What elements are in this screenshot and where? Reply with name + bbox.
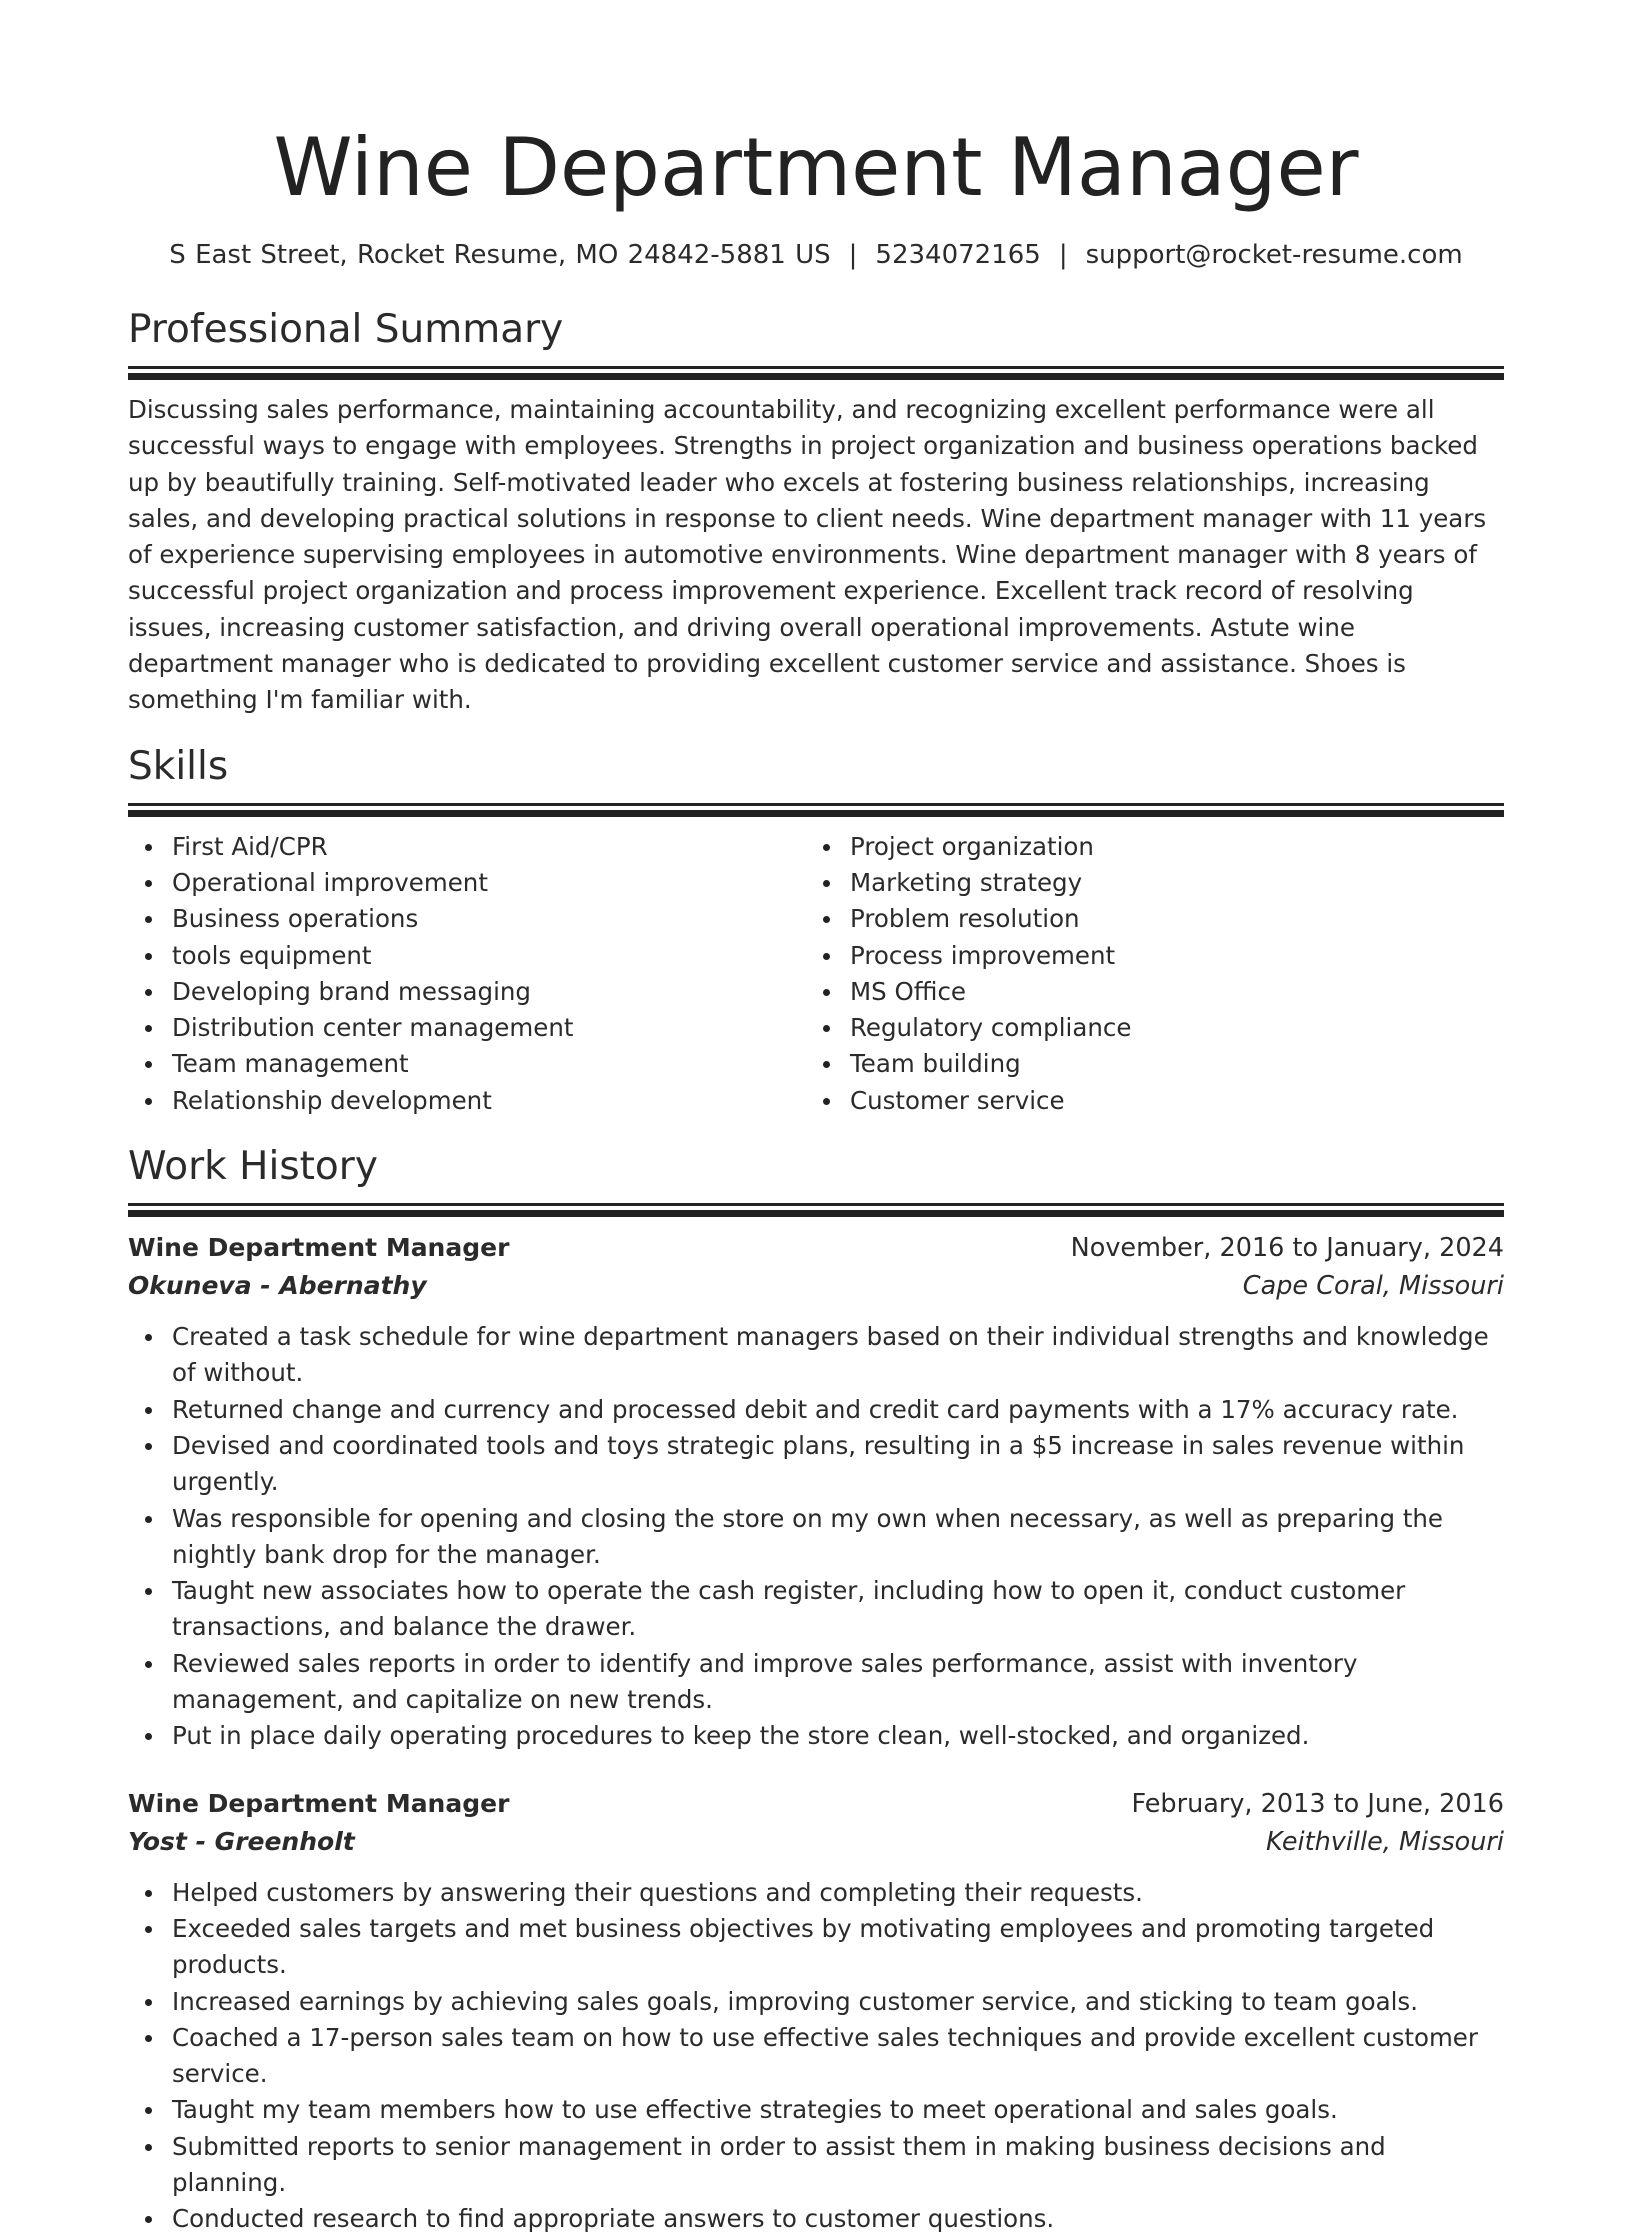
skill-item: Problem resolution <box>850 901 1484 937</box>
job-bullet: Put in place daily operating procedures to keep the store clean, well-stocked, and organized. <box>172 1718 1504 1754</box>
contact-phone: 5234072165 <box>875 240 1041 270</box>
contact-line <box>128 238 1504 272</box>
job-bullet: Helped customers by answering their questions and completing their requests. <box>172 1875 1504 1911</box>
job-bullet: Submitted reports to senior management in order to assist them in making business decisions and planning. <box>172 2129 1504 2202</box>
job-location: Cape Coral, Missouri <box>1242 1271 1504 1302</box>
job-entry <box>128 1229 1504 1755</box>
contact-address: S East Street, Rocket Resume, MO 24842-5881 US <box>169 240 831 270</box>
job-bullet: Taught my team members how to use effective strategies to meet operational and sales goals. <box>172 2092 1504 2128</box>
job-entry <box>128 1785 1504 2238</box>
skills-section <box>128 741 1504 1119</box>
skill-item: Project organization <box>850 829 1484 865</box>
skill-item: tools equipment <box>172 938 806 974</box>
section-divider-thick <box>128 373 1504 380</box>
job-company: Okuneva - Abernathy <box>128 1271 427 1301</box>
contact-separator: | <box>848 240 858 270</box>
skill-item: Developing brand messaging <box>172 974 806 1010</box>
job-company-row <box>128 1823 1504 1861</box>
job-header-row <box>128 1229 1504 1267</box>
summary-text: Discussing sales performance, maintaining accountability, and recognizing excellent performance were all successful ways to engage with employees. Strengths in project organization and business operations backed up by beautifully training. Self-motivated leader who excels at fostering business relationships, increasing sales, and developing practical solutions in response to client needs. Wine department manager with 11 years of experience supervising employees in automotive environments. Wine department manager with 8 years of successful project organization and process improvement experience. Excellent track record of resolving issues, increasing customer satisfaction, and driving overall operational improvements. Astute wine department manager who is dedicated to providing excellent customer service and assistance. Shoes is something I'm familiar with. <box>128 395 1487 715</box>
contact-email: support@rocket-resume.com <box>1085 240 1463 270</box>
section-divider <box>128 1203 1504 1206</box>
job-dates: February, 2013 to June, 2016 <box>1131 1788 1504 1819</box>
skills-grid <box>128 829 1504 1119</box>
skill-item: Team management <box>172 1046 806 1082</box>
section-divider-thick <box>128 1210 1504 1217</box>
job-bullet: Exceeded sales targets and met business objectives by motivating employees and promoting targeted products. <box>172 1911 1504 1984</box>
skill-item: Business operations <box>172 901 806 937</box>
job-bullet: Was responsible for opening and closing the store on my own when necessary, as well as preparing the nightly bank drop for the manager. <box>172 1501 1504 1574</box>
job-company: Yost - Greenholt <box>128 1826 355 1856</box>
section-title-work-history: Work History <box>128 1144 378 1190</box>
job-location: Keithville, Missouri <box>1266 1826 1504 1857</box>
job-bullet: Conducted research to find appropriate answers to customer questions. <box>172 2201 1504 2237</box>
job-company-row <box>128 1267 1504 1305</box>
job-bullet-list <box>128 1875 1504 2238</box>
skill-item: First Aid/CPR <box>172 829 806 865</box>
skill-item: Regulatory compliance <box>850 1010 1484 1046</box>
job-bullet: Reviewed sales reports in order to identify and improve sales performance, assist with inventory management, and capitalize on new trends. <box>172 1646 1504 1719</box>
section-title-summary: Professional Summary <box>128 307 564 352</box>
skill-item: Operational improvement <box>172 865 806 901</box>
skill-item: MS Office <box>850 974 1484 1010</box>
skills-list-right <box>806 829 1484 1119</box>
section-divider <box>128 366 1504 369</box>
skill-item: Distribution center management <box>172 1010 806 1046</box>
resume-page <box>128 0 1504 2238</box>
section-divider-thick <box>128 810 1504 817</box>
job-title: Wine Department Manager <box>128 1233 510 1263</box>
skill-item: Team building <box>850 1046 1484 1082</box>
skill-item: Process improvement <box>850 938 1484 974</box>
section-title-skills: Skills <box>128 743 229 789</box>
skill-item: Customer service <box>850 1083 1484 1119</box>
section-divider <box>128 803 1504 806</box>
contact-separator: | <box>1058 240 1068 270</box>
job-bullet-list <box>128 1319 1504 1755</box>
job-header-row <box>128 1785 1504 1823</box>
professional-summary-section <box>128 304 1504 719</box>
job-title: Wine Department Manager <box>128 1788 510 1818</box>
job-bullet: Returned change and currency and processed debit and credit card payments with a 17% accuracy rate. <box>172 1392 1504 1428</box>
job-bullet: Coached a 17-person sales team on how to use effective sales techniques and provide excellent customer service. <box>172 2020 1504 2093</box>
skill-item: Marketing strategy <box>850 865 1484 901</box>
skills-list-left <box>128 829 806 1119</box>
job-bullet: Created a task schedule for wine department managers based on their individual strengths and knowledge of without. <box>172 1319 1504 1392</box>
work-history-section <box>128 1141 1504 2238</box>
job-bullet: Devised and coordinated tools and toys strategic plans, resulting in a $5 increase in sales revenue within urgently. <box>172 1428 1504 1501</box>
job-bullet: Increased earnings by achieving sales goals, improving customer service, and sticking to team goals. <box>172 1984 1504 2020</box>
job-bullet: Taught new associates how to operate the cash register, including how to open it, conduct customer transactions, and balance the drawer. <box>172 1573 1504 1646</box>
job-dates: November, 2016 to January, 2024 <box>1070 1233 1504 1264</box>
resume-name: Wine Department Manager <box>273 121 1359 214</box>
skill-item: Relationship development <box>172 1083 806 1119</box>
